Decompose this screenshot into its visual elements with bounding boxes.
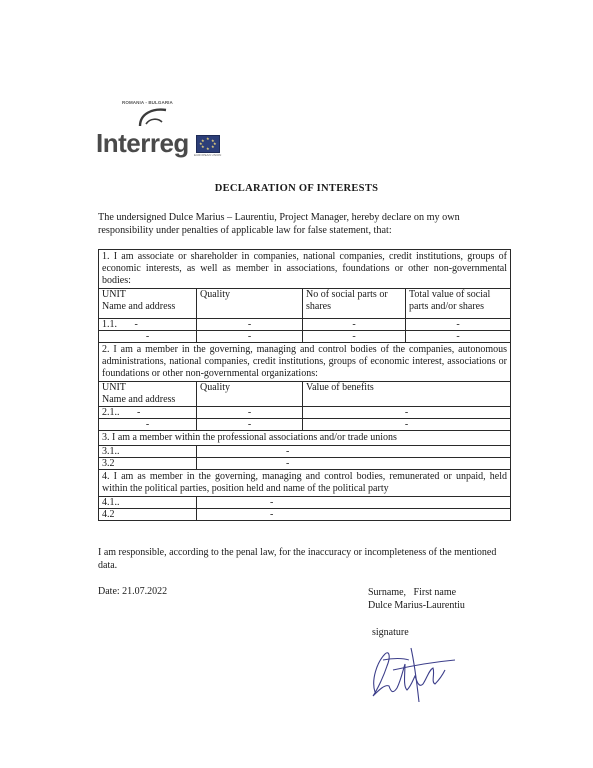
cell: - bbox=[303, 407, 511, 419]
cell: - bbox=[197, 407, 303, 419]
logo-swoosh-icon bbox=[136, 106, 176, 128]
cell: - bbox=[303, 419, 511, 431]
table-row bbox=[99, 446, 511, 458]
header-social-parts: No of social parts or shares bbox=[303, 289, 406, 319]
eu-flag-icon: ★ ★ ★ ★ ★ ★ ★ ★ bbox=[196, 135, 220, 153]
table-row bbox=[99, 497, 511, 509]
handwritten-signature bbox=[363, 640, 463, 704]
cell: - bbox=[99, 331, 197, 343]
cell bbox=[197, 509, 511, 521]
cell: 1.1. - bbox=[99, 319, 197, 331]
table-row bbox=[99, 509, 511, 521]
cell-value: - bbox=[270, 509, 274, 520]
section-4-text: 4. I am as member in the governing, managing and control bodies, remunerated or unpaid, held within the political parties, position held and name of the political party bbox=[99, 470, 511, 497]
interreg-logo bbox=[96, 96, 236, 160]
cell-value: - bbox=[286, 458, 290, 469]
declaration-date: Date: 21.07.2022 bbox=[98, 586, 168, 597]
cell: 2.1.. - bbox=[99, 407, 197, 419]
table-row bbox=[99, 319, 511, 331]
cell: - bbox=[303, 319, 406, 331]
section-1-row bbox=[99, 250, 511, 289]
section-2-row bbox=[99, 343, 511, 382]
cell-value: - bbox=[286, 446, 290, 457]
section-3-text: 3. I am a member within the professional associations and/or trade unions bbox=[99, 431, 511, 446]
cell: 3.2 bbox=[99, 458, 197, 470]
cell bbox=[197, 458, 511, 470]
cell: - bbox=[406, 319, 511, 331]
cell-value: - bbox=[270, 497, 274, 508]
document-title: DECLARATION OF INTERESTS bbox=[214, 183, 379, 194]
section-2-header-row bbox=[99, 382, 511, 407]
section-1-header-row bbox=[99, 289, 511, 319]
header-value-of-benefits: Value of benefits bbox=[303, 382, 511, 407]
cell: - bbox=[197, 331, 303, 343]
person-name: Dulce Marius-Laurentiu bbox=[368, 600, 465, 611]
header-quality: Quality bbox=[197, 382, 303, 407]
cell bbox=[197, 446, 511, 458]
cell: - bbox=[197, 419, 303, 431]
table-row bbox=[99, 419, 511, 431]
header-total-value: Total value of social parts and/or shares bbox=[406, 289, 511, 319]
section-1-text: 1. I am associate or shareholder in companies, national companies, credit institutions, groups of economic interests, as well as member in associations, foundations or other non-governmental bodies: bbox=[99, 250, 511, 289]
declaration-table bbox=[98, 249, 511, 521]
section-2-text: 2. I am a member in the governing, managing and control bodies of the companies, autonomous administrations, national companies, credit institutions, groups of economic interest, associations or foundations or other non-governmental organizations: bbox=[99, 343, 511, 382]
header-unit: UNIT Name and address bbox=[99, 382, 197, 407]
section-3-row bbox=[99, 431, 511, 446]
header-unit: UNIT Name and address bbox=[99, 289, 197, 319]
intro-paragraph: The undersigned Dulce Marius – Laurentiu, Project Manager, hereby declare on my own responsibility under penalties of applicable law for false statement, that: bbox=[98, 212, 460, 236]
table-row bbox=[99, 407, 511, 419]
section-4-row bbox=[99, 470, 511, 497]
responsibility-statement: I am responsible, according to the penal law, for the inaccuracy or incompleteness of the mentioned data. bbox=[98, 547, 497, 571]
cell: 3.1.. bbox=[99, 446, 197, 458]
eu-label: EUROPEAN UNION bbox=[194, 153, 222, 157]
cell: 4.1.. bbox=[99, 497, 197, 509]
cell: - bbox=[99, 419, 197, 431]
cell: 4.2 bbox=[99, 509, 197, 521]
cell bbox=[197, 497, 511, 509]
cell: - bbox=[197, 319, 303, 331]
surname-label: Surname, First name bbox=[368, 587, 457, 598]
header-quality: Quality bbox=[197, 289, 303, 319]
logo-program-text: ROMANIA - BULGARIA bbox=[122, 100, 173, 105]
table-row bbox=[99, 331, 511, 343]
table-row bbox=[99, 458, 511, 470]
signature-label: signature bbox=[372, 627, 409, 638]
cell: - bbox=[303, 331, 406, 343]
logo-wordmark: Interreg bbox=[96, 128, 189, 158]
cell: - bbox=[406, 331, 511, 343]
